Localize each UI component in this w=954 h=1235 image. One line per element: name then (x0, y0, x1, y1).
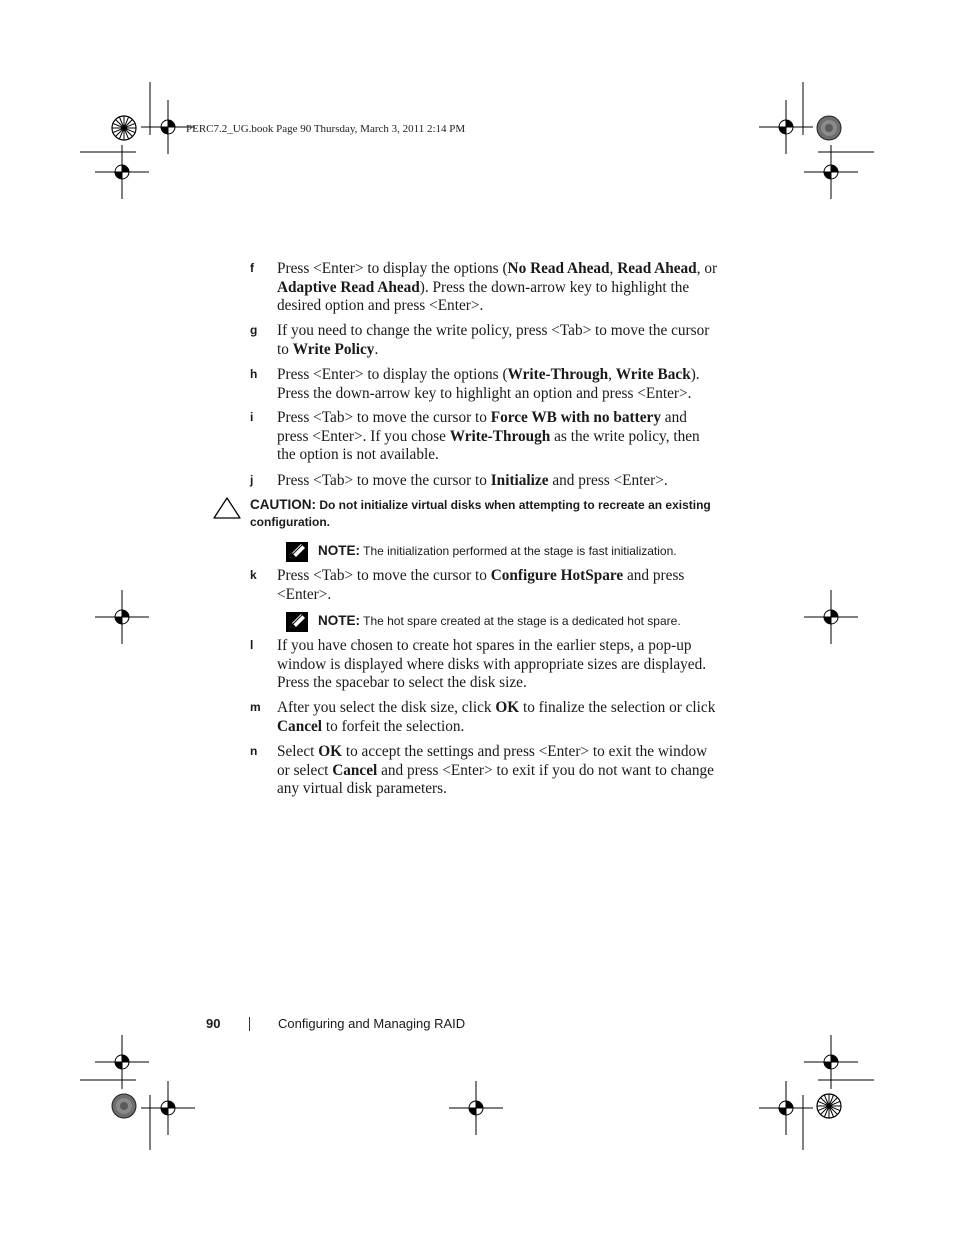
step-text (277, 322, 720, 359)
step-letter: l (250, 638, 254, 652)
step-g (250, 322, 720, 359)
text-run: Select (277, 743, 319, 760)
text-run: Press <Tab> to move the cursor to (277, 409, 491, 426)
text-run: and press <Enter>. (548, 472, 668, 489)
step-m (250, 699, 720, 736)
ui-term: Force WB with no battery (490, 409, 661, 426)
step-k (250, 567, 720, 604)
note-2 (286, 612, 726, 630)
step-j (250, 472, 720, 491)
step-text (277, 260, 720, 316)
text-run: Press <Tab> to move the cursor to (277, 472, 491, 489)
ui-term: Write Policy (292, 340, 375, 358)
ui-term: Cancel (277, 717, 323, 735)
ui-term: Initialize (490, 472, 549, 489)
ui-term: OK (318, 743, 342, 760)
ui-term: Write-Through (507, 366, 609, 383)
text-run: , (609, 260, 618, 277)
text-run: , (608, 366, 616, 383)
ui-term: Write Back (615, 366, 691, 383)
step-f (250, 260, 720, 316)
ui-term: No Read Ahead (507, 260, 610, 277)
note-label: NOTE: (318, 613, 360, 628)
step-text (277, 567, 720, 604)
caution-label: CAUTION: (250, 497, 316, 512)
ui-term: OK (495, 699, 520, 716)
ui-term: Configure HotSpare (490, 567, 624, 584)
text-run: as the write policy, then the option is not available. (277, 427, 700, 464)
step-text (277, 366, 720, 403)
ui-term: Adaptive Read Ahead (277, 278, 420, 296)
note-label: NOTE: (318, 543, 360, 558)
step-text (277, 409, 720, 465)
note-text: The hot spare created at the stage is a dedicated hot spare. (360, 614, 681, 628)
text-run: and press <Enter>. (277, 567, 685, 603)
step-h (250, 366, 720, 403)
step-text (277, 743, 720, 799)
caution-text: Do not initialize virtual disks when attempting to recreate an existing configuration. (250, 498, 711, 529)
text-run: Press <Enter> to display the options ( (277, 366, 508, 383)
step-letter: m (250, 700, 261, 714)
text-run: . (374, 340, 379, 358)
ui-term: Read Ahead (617, 260, 697, 277)
print-header: PERC7.2_UG.book Page 90 Thursday, March 3, 2011 2:14 PM (186, 123, 466, 135)
step-letter: f (250, 261, 254, 275)
text-run: If you have chosen to create hot spares in the earlier steps, a pop-up window is displayed where disks with appropriate sizes are displayed. Press the spacebar to select the disk size. (277, 637, 707, 692)
text-run: to finalize the selection or click (519, 699, 716, 716)
step-letter: i (250, 410, 254, 424)
step-text (277, 637, 720, 693)
caution-box (212, 496, 732, 531)
text-run: Press <Enter> to display the options ( (277, 260, 508, 277)
text-run: to forfeit the selection. (322, 717, 465, 735)
ui-term: Write-Through (449, 427, 551, 445)
text-run: and press <Enter> to exit if you do not want to change any virtual disk parameters. (277, 761, 714, 798)
pencil-note-icon (286, 542, 308, 562)
page-number: 90 (206, 1016, 221, 1031)
text-run: , or (696, 260, 718, 277)
footer-divider (249, 1017, 250, 1031)
step-i (250, 409, 720, 465)
pencil-note-icon (286, 612, 308, 632)
text-run: After you select the disk size, click (277, 699, 496, 716)
step-text (277, 472, 720, 491)
step-letter: g (250, 323, 258, 337)
step-letter: h (250, 367, 258, 381)
section-title: Configuring and Managing RAID (278, 1016, 466, 1031)
text-run: If you need to change the write policy, press <Tab> to move the cursor to (277, 322, 710, 358)
note-1 (286, 542, 726, 560)
text-run: Press <Tab> to move the cursor to (277, 567, 491, 584)
text-run: ). Press the down-arrow key to highlight the desired option and press <Enter>. (277, 278, 690, 315)
step-letter: j (250, 473, 254, 487)
step-n (250, 743, 720, 799)
step-l (250, 637, 720, 693)
step-letter: k (250, 568, 257, 582)
step-text (277, 699, 720, 736)
ui-term: Cancel (332, 761, 378, 779)
text-run: to accept the settings and press <Enter> to exit the window or select (277, 743, 708, 779)
warning-triangle-icon (212, 496, 242, 520)
step-letter: n (250, 744, 258, 758)
text-run: and press <Enter>. If you chose (277, 409, 687, 445)
note-text: The initialization performed at the stage is fast initialization. (360, 544, 677, 558)
text-run: ). Press the down-arrow key to highlight an option and press <Enter>. (277, 366, 700, 402)
